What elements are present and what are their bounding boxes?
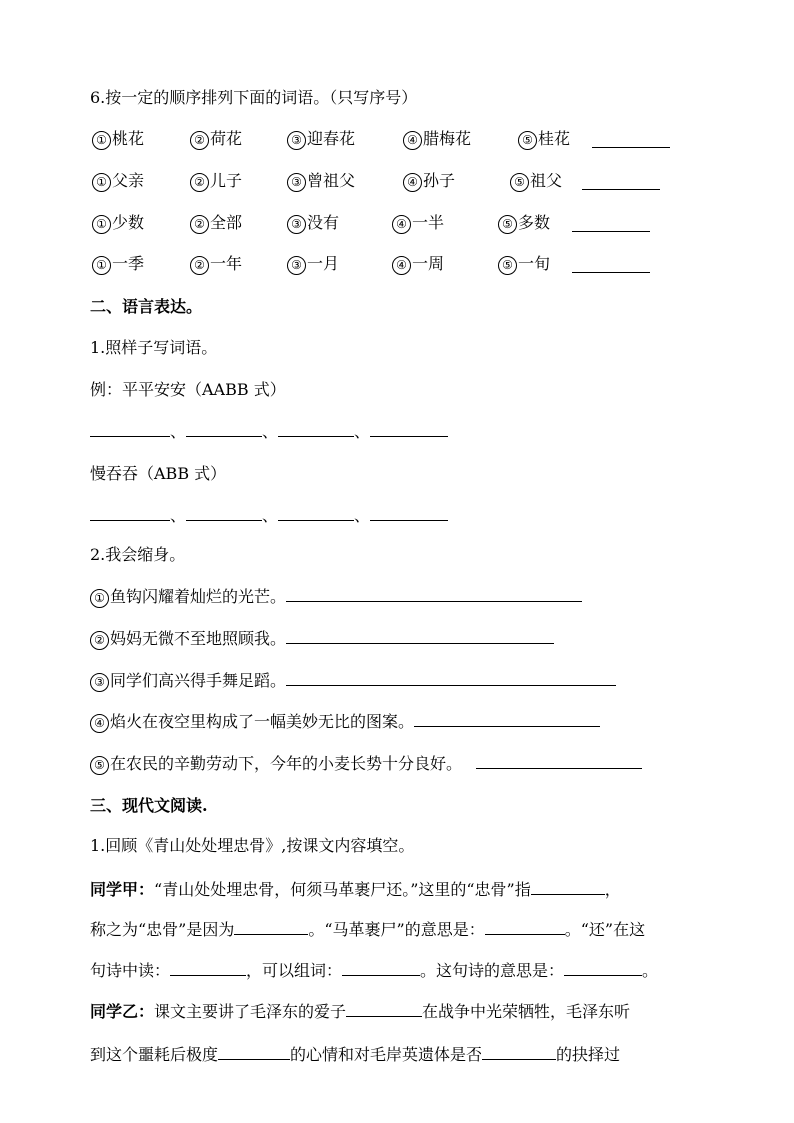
q6-option-text: 一月 bbox=[307, 254, 340, 273]
answer-blank[interactable] bbox=[286, 587, 582, 602]
answer-blank[interactable] bbox=[218, 1045, 290, 1060]
student-b-text: 课文主要讲了毛泽东的爱子 bbox=[154, 1002, 347, 1021]
circle-marker: ③ bbox=[287, 173, 306, 192]
answer-blank[interactable] bbox=[592, 147, 670, 148]
student-a-text: ，可以组词： bbox=[246, 961, 343, 980]
circle-marker: ⑤ bbox=[510, 173, 529, 192]
answer-blank[interactable] bbox=[186, 422, 262, 437]
q6-option bbox=[403, 129, 471, 150]
answer-blank[interactable] bbox=[90, 422, 170, 437]
q6-option bbox=[287, 254, 339, 275]
circle-marker: ③ bbox=[287, 256, 306, 275]
student-a-text: “青山处处埋忠骨，何须马革裹尸还。”这里的“忠骨”指 bbox=[154, 880, 531, 899]
q6-option bbox=[92, 213, 144, 234]
q6-option bbox=[190, 129, 242, 150]
shorten-item-text: 在农民的辛勤劳动下，今年的小麦长势十分良好。 bbox=[110, 754, 463, 773]
q6-option-text: 荷花 bbox=[210, 129, 243, 148]
q6-option-text: 一半 bbox=[412, 213, 445, 232]
shorten-item-3 bbox=[90, 671, 616, 692]
q6-option bbox=[510, 171, 562, 192]
circle-marker: ① bbox=[92, 256, 111, 275]
q6-option bbox=[392, 254, 444, 275]
circle-marker: ⑤ bbox=[90, 756, 109, 775]
student-b-text: 的抉择过 bbox=[556, 1045, 621, 1064]
q6-option-text: 一旬 bbox=[518, 254, 551, 273]
answer-blank[interactable] bbox=[286, 629, 554, 644]
q6-option bbox=[92, 254, 144, 275]
q6-option bbox=[498, 254, 550, 275]
dun-mark: 、 bbox=[170, 422, 187, 441]
q6-option-text: 全部 bbox=[210, 213, 243, 232]
answer-blank[interactable] bbox=[572, 272, 650, 273]
answer-blank[interactable] bbox=[482, 1045, 556, 1060]
q6-option-text: 少数 bbox=[112, 213, 145, 232]
answer-blank[interactable] bbox=[370, 422, 448, 437]
circle-marker: ⑤ bbox=[498, 215, 517, 234]
q6-option bbox=[287, 213, 339, 234]
circle-marker: ⑤ bbox=[518, 131, 537, 150]
student-a-text: 称之为“忠骨”是因为 bbox=[90, 920, 235, 939]
student-b-line-1 bbox=[90, 1002, 702, 1022]
q6-option-text: 一年 bbox=[210, 254, 243, 273]
circle-marker: ③ bbox=[287, 215, 306, 234]
sec2-q2-title: 2.我会缩身。 bbox=[90, 545, 186, 564]
circle-marker: ③ bbox=[287, 131, 306, 150]
shorten-item-1 bbox=[90, 587, 582, 608]
answer-blank[interactable] bbox=[234, 920, 308, 935]
student-b-text: 到这个噩耗后极度 bbox=[90, 1045, 219, 1064]
q6-option-text: 孙子 bbox=[423, 171, 456, 190]
student-a-label: 同学甲： bbox=[90, 880, 155, 899]
circle-marker: ④ bbox=[403, 173, 422, 192]
circle-marker: ② bbox=[90, 631, 109, 650]
q6-option bbox=[403, 171, 455, 192]
circle-marker: ② bbox=[190, 256, 209, 275]
q6-option bbox=[392, 213, 444, 234]
q6-option bbox=[92, 129, 144, 150]
q6-option-text: 腊梅花 bbox=[423, 129, 472, 148]
shorten-item-text: 同学们高兴得手舞足蹈。 bbox=[110, 671, 287, 690]
abb-blanks bbox=[90, 506, 448, 526]
answer-blank[interactable] bbox=[370, 506, 448, 521]
answer-blank[interactable] bbox=[186, 506, 262, 521]
circle-marker: ③ bbox=[90, 673, 109, 692]
q6-option bbox=[518, 129, 570, 150]
q6-option bbox=[190, 254, 242, 275]
section-3-heading: 三、现代文阅读. bbox=[90, 796, 208, 815]
q6-option-text: 父亲 bbox=[112, 171, 145, 190]
student-b-text: 在战争中光荣牺牲，毛泽东听 bbox=[422, 1002, 631, 1021]
student-a-line-2 bbox=[90, 920, 702, 940]
q6-option bbox=[287, 129, 355, 150]
answer-blank[interactable] bbox=[485, 920, 565, 935]
q6-option bbox=[190, 171, 242, 192]
answer-blank[interactable] bbox=[414, 712, 600, 727]
q6-option bbox=[92, 171, 144, 192]
shorten-item-4 bbox=[90, 712, 600, 733]
q6-option-text: 桃花 bbox=[112, 129, 145, 148]
student-b-label: 同学乙： bbox=[90, 1002, 155, 1021]
q6-option-text: 没有 bbox=[307, 213, 340, 232]
q6-option-text: 一周 bbox=[412, 254, 445, 273]
shorten-item-2 bbox=[90, 629, 554, 650]
circle-marker: ④ bbox=[392, 256, 411, 275]
q6-option-text: 祖父 bbox=[530, 171, 563, 190]
q6-option-text: 迎春花 bbox=[307, 129, 356, 148]
dun-mark: 、 bbox=[262, 422, 279, 441]
shorten-item-text: 鱼钩闪耀着灿烂的光芒。 bbox=[110, 587, 287, 606]
sec2-example-abb: 慢吞吞（ABB 式） bbox=[90, 464, 227, 483]
circle-marker: ② bbox=[190, 215, 209, 234]
sec2-q1-title: 1.照样子写词语。 bbox=[90, 338, 218, 357]
circle-marker: ⑤ bbox=[498, 256, 517, 275]
dun-mark: 、 bbox=[262, 506, 279, 525]
q6-option bbox=[287, 171, 355, 192]
q6-option-text: 曾祖父 bbox=[307, 171, 356, 190]
q6-option bbox=[190, 213, 242, 234]
student-a-text: 句诗中读： bbox=[90, 961, 171, 980]
punct: 。 bbox=[642, 961, 659, 980]
q6-option-text: 一季 bbox=[112, 254, 145, 273]
answer-blank[interactable] bbox=[564, 961, 642, 976]
dun-mark: 、 bbox=[354, 422, 371, 441]
circle-marker: ④ bbox=[392, 215, 411, 234]
circle-marker: ④ bbox=[90, 714, 109, 733]
circle-marker: ② bbox=[190, 173, 209, 192]
shorten-item-text: 焰火在夜空里构成了一幅美妙无比的图案。 bbox=[110, 712, 415, 731]
answer-blank[interactable] bbox=[582, 189, 660, 190]
sec2-example-aabb: 例：平平安安（AABB 式） bbox=[90, 380, 286, 399]
shorten-item-5 bbox=[90, 754, 642, 775]
circle-marker: ② bbox=[190, 131, 209, 150]
q6-option bbox=[498, 213, 550, 234]
student-b-line-2 bbox=[90, 1045, 702, 1065]
circle-marker: ① bbox=[92, 215, 111, 234]
answer-blank[interactable] bbox=[572, 231, 650, 232]
q6-option-text: 儿子 bbox=[210, 171, 243, 190]
shorten-item-text: 妈妈无微不至地照顾我。 bbox=[110, 629, 287, 648]
q6-title: 6.按一定的顺序排列下面的词语。（只写序号） bbox=[90, 88, 418, 107]
q6-option-text: 桂花 bbox=[538, 129, 571, 148]
answer-blank[interactable] bbox=[278, 506, 354, 521]
answer-blank[interactable] bbox=[346, 1002, 422, 1017]
answer-blank[interactable] bbox=[342, 961, 420, 976]
sec3-q1-title: 1.回顾《青山处处埋忠骨》,按课文内容填空。 bbox=[90, 836, 415, 855]
section-2-heading: 二、语言表达。 bbox=[90, 297, 203, 316]
answer-blank[interactable] bbox=[90, 506, 170, 521]
student-a-text: 。“还”在这 bbox=[564, 920, 646, 939]
circle-marker: ① bbox=[92, 173, 111, 192]
answer-blank[interactable] bbox=[170, 961, 246, 976]
answer-blank[interactable] bbox=[476, 754, 642, 769]
circle-marker: ① bbox=[90, 589, 109, 608]
q6-option-text: 多数 bbox=[518, 213, 551, 232]
circle-marker: ① bbox=[92, 131, 111, 150]
punct: ， bbox=[604, 880, 621, 899]
answer-blank[interactable] bbox=[286, 671, 616, 686]
student-a-text: 。这句诗的意思是： bbox=[420, 961, 565, 980]
answer-blank[interactable] bbox=[531, 880, 605, 895]
student-a-line-3 bbox=[90, 961, 702, 981]
dun-mark: 、 bbox=[354, 506, 371, 525]
aabb-blanks bbox=[90, 422, 448, 442]
answer-blank[interactable] bbox=[278, 422, 354, 437]
student-a-text: 。“马革裹尸”的意思是： bbox=[308, 920, 485, 939]
circle-marker: ④ bbox=[403, 131, 422, 150]
dun-mark: 、 bbox=[170, 506, 187, 525]
student-a-line-1 bbox=[90, 880, 702, 900]
student-b-text: 的心情和对毛岸英遗体是否 bbox=[290, 1045, 483, 1064]
